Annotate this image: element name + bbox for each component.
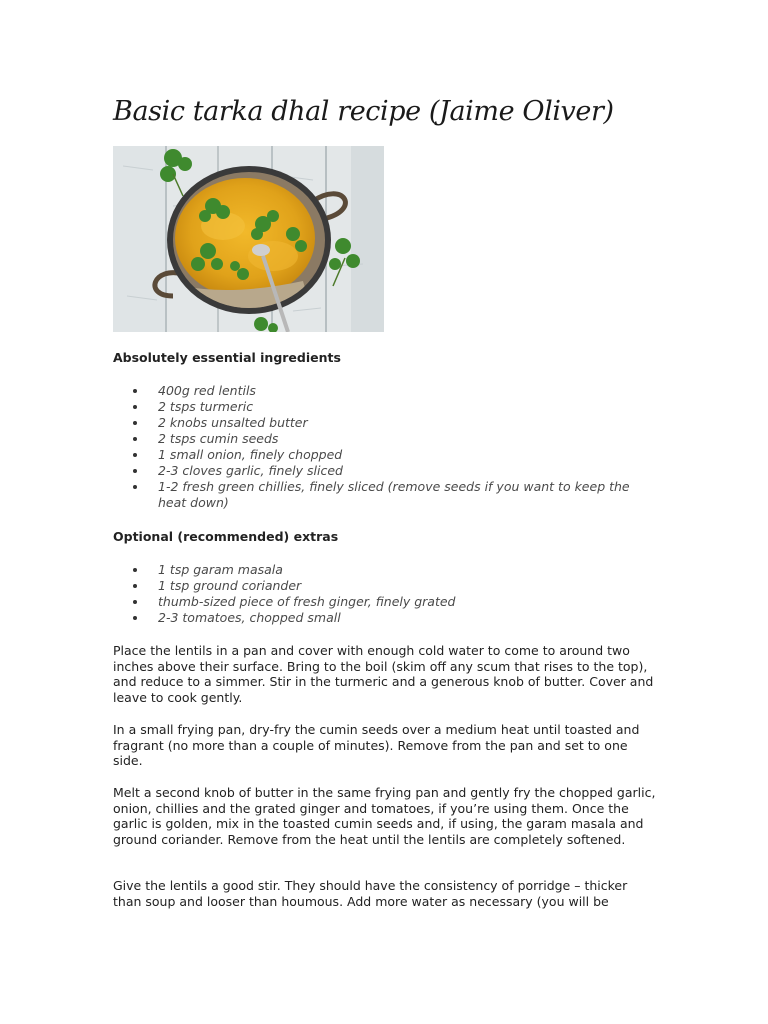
ingredient-text: 1-2 fresh green chillies, finely sliced (remove seeds if you want to keep the heat down): [158, 479, 630, 510]
recipe-title: Basic tarka dhal recipe (Jaime Oliver): [113, 96, 614, 127]
dhal-photo: [113, 146, 384, 332]
bullet-icon: [133, 405, 137, 409]
method-paragraph-3: Melt a second knob of butter in the same frying pan and gently fry the chopped garlic, onion, chillies and the grated ginger and tomatoes, if you’re using them. Once the garlic is golden, mix in the toasted cumin seeds and, if using, the garam masala and ground coriander. Remove from the heat until the lentils are completely softened.: [113, 785, 656, 847]
ingredient-text: 1 small onion, finely chopped: [158, 447, 343, 462]
bullet-icon: [133, 389, 137, 393]
extras-list: [113, 562, 653, 626]
list-item: [113, 447, 653, 463]
bullet-icon: [133, 616, 137, 620]
list-item: [113, 594, 653, 610]
extra-text: 1 tsp garam masala: [158, 562, 283, 577]
method-paragraph-1: Place the lentils in a pan and cover with enough cold water to come to around two inches above their surface. Bring to the boil (skim off any scum that rises to the top), and reduce to a simmer. Stir in the turmeric and a generous knob of butter. Cover and leave to cook gently.: [113, 643, 654, 705]
bullet-icon: [133, 568, 137, 572]
list-item: [113, 383, 653, 399]
bullet-icon: [133, 485, 137, 489]
list-item: [113, 431, 653, 447]
bullet-icon: [133, 584, 137, 588]
bullet-icon: [133, 600, 137, 604]
extra-text: 1 tsp ground coriander: [158, 578, 302, 593]
extra-text: 2-3 tomatoes, chopped small: [158, 610, 341, 625]
dhal-illustration: [113, 146, 384, 332]
extra-text: thumb-sized piece of fresh ginger, finely grated: [158, 594, 456, 609]
bullet-icon: [133, 453, 137, 457]
bullet-icon: [133, 437, 137, 441]
list-item: [113, 463, 653, 479]
list-item: [113, 479, 653, 511]
ingredient-text: 2 tsps cumin seeds: [158, 431, 279, 446]
ingredient-text: 2 tsps turmeric: [158, 399, 254, 414]
ingredients-list: [113, 383, 653, 511]
ingredients-heading: Absolutely essential ingredients: [113, 350, 341, 365]
bullet-icon: [133, 469, 137, 473]
ingredient-text: 400g red lentils: [158, 383, 256, 398]
method-paragraph-2: In a small frying pan, dry-fry the cumin seeds over a medium heat until toasted and fragrant (no more than a couple of minutes). Remove from the pan and set to one side.: [113, 722, 640, 768]
ingredient-text: 2-3 cloves garlic, finely sliced: [158, 463, 343, 478]
list-item: [113, 578, 653, 594]
list-item: [113, 610, 653, 626]
bullet-icon: [133, 421, 137, 425]
extras-heading: Optional (recommended) extras: [113, 529, 339, 544]
ingredient-text: 2 knobs unsalted butter: [158, 415, 308, 430]
list-item: [113, 562, 653, 578]
method-paragraph-4: Give the lentils a good stir. They should have the consistency of porridge – thicker than soup and looser than houmous. Add more water as necessary (you will be: [113, 878, 628, 909]
list-item: [113, 399, 653, 415]
list-item: [113, 415, 653, 431]
